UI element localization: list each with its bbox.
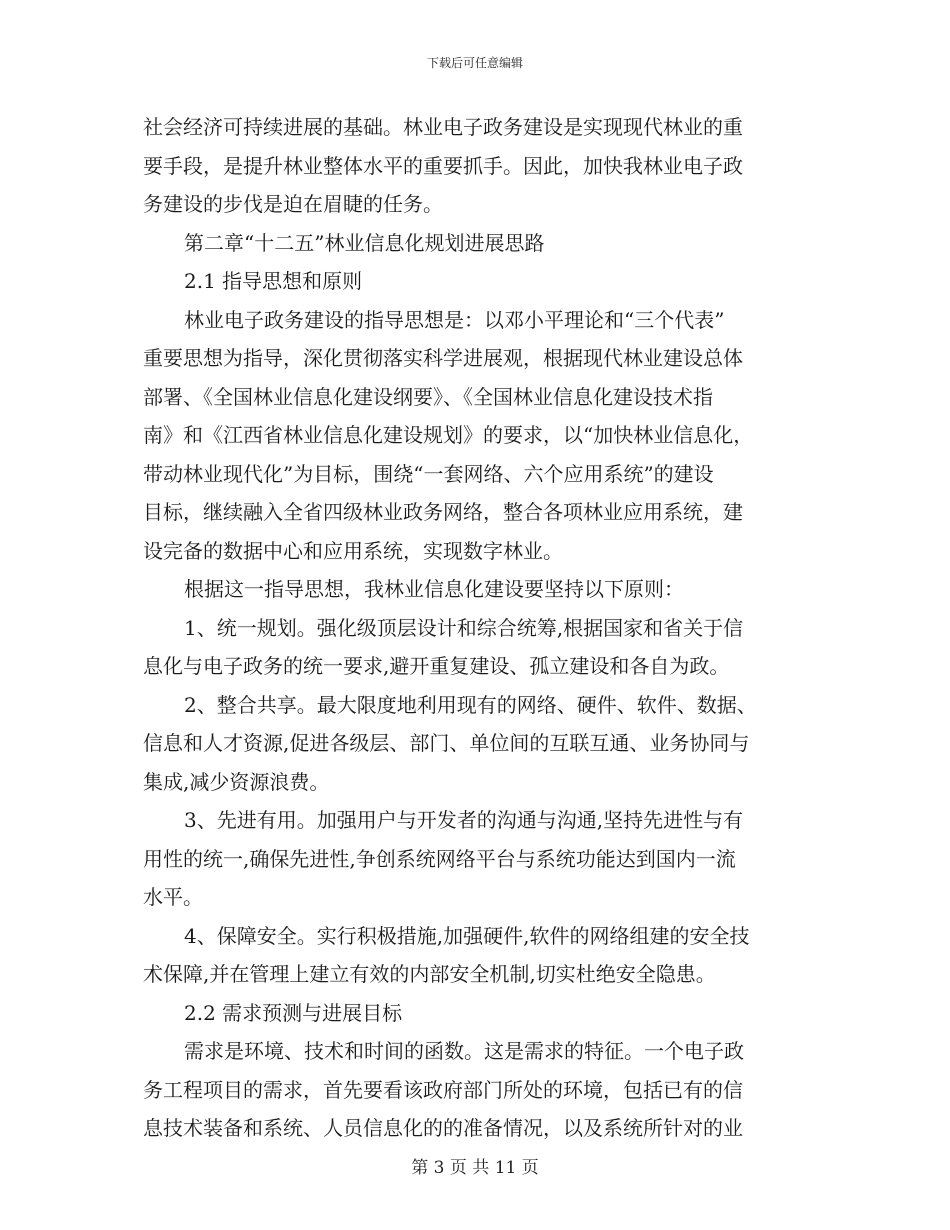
text-line: 目标，继续融入全省四级林业政务网络，整合各项林业应用系统，建: [143, 500, 743, 524]
text-line: 2.2 需求预测与进展目标: [184, 1000, 403, 1025]
text-line: 术保障,并在管理上建立有效的内部安全机制,切实杜绝安全隐患。: [143, 962, 716, 986]
page-header: 下载后可任意编辑: [426, 56, 523, 70]
document-body: [143, 108, 803, 1148]
page-footer: 第 3 页 共 11 页: [411, 1158, 539, 1178]
text-line: 用性的统一,确保先进性,争创系统网络平台与系统功能达到国内一流: [143, 846, 736, 871]
text-line: 息化与电子政务的统一要求,避开重复建设、孤立建设和各自为政。: [143, 654, 730, 678]
text-line: 2、整合共享。最大限度地利用现有的网络、硬件、软件、数据、: [184, 692, 757, 717]
text-line: 信息和人才资源,促进各级层、部门、单位间的互联互通、业务协同与: [143, 731, 750, 755]
text-line: 1、统一规划。强化级顶层设计和综合统筹,根据国家和省关于信: [184, 615, 744, 640]
text-line: 3、先进有用。加强用户与开发者的沟通与沟通,坚持先进性与有: [184, 808, 744, 832]
text-line: 息技术装备和系统、人员信息化的的准备情况，以及系统所针对的业: [143, 1116, 743, 1140]
text-line: 要手段，是提升林业整体水平的重要抓手。因此，加快我林业电子政: [143, 153, 743, 178]
text-line: 4、保障安全。实行积极措施,加强硬件,软件的网络组建的安全技: [184, 923, 750, 948]
text-line: 部署、《全国林业信息化建设纲要》、《全国林业信息化建设技术指: [143, 384, 713, 409]
text-line: 务工程项目的需求，首先要看该政府部门所处的环境，包括已有的信: [143, 1077, 743, 1102]
text-line: 需求是环境、技术和时间的函数。这是需求的特征。一个电子政: [184, 1039, 744, 1063]
text-line: 林业电子政务建设的指导思想是：以邓小平理论和“三个代表”: [184, 307, 725, 332]
text-line: 第二章“十二五”林业信息化规划进展思路: [184, 230, 545, 255]
text-line: 社会经济可持续进展的基础。林业电子政务建设是实现现代林业的重: [143, 115, 743, 139]
text-line: 根据这一指导思想，我林业信息化建设要坚持以下原则：: [184, 577, 684, 601]
text-line: 南》和《江西省林业信息化建设规划》的要求，以“加快林业信息化，: [143, 423, 754, 447]
text-line: 2.1 指导思想和原则: [184, 269, 363, 293]
text-line: 带动林业现代化”为目标，围绕“一套网络、六个应用系统”的建设: [143, 461, 714, 486]
text-line: 重要思想为指导，深化贯彻落实科学进展观，根据现代林业建设总体: [143, 346, 743, 370]
text-line: 设完备的数据中心和应用系统，实现数字林业。: [143, 538, 563, 563]
text-line: 集成,减少资源浪费。: [143, 769, 330, 794]
text-line: 务建设的步伐是迫在眉睫的任务。: [143, 192, 443, 216]
text-line: 水平。: [143, 885, 203, 909]
